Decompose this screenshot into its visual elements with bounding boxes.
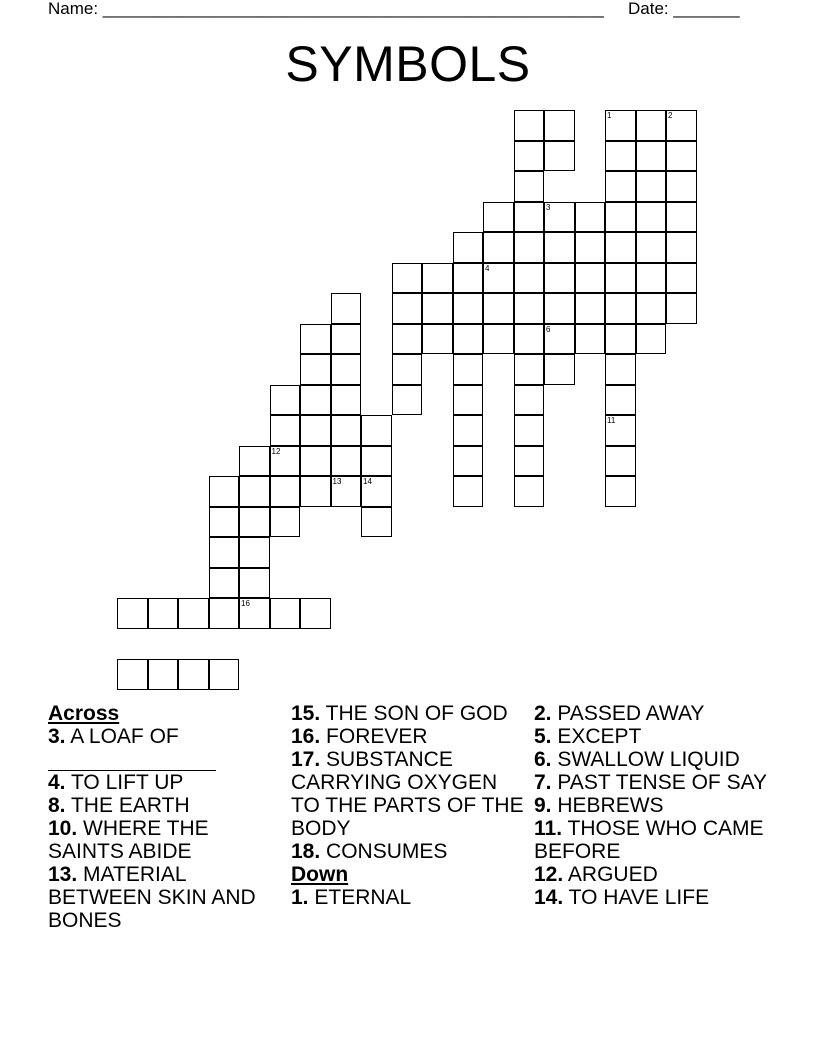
grid-cell[interactable] [514, 415, 545, 446]
clue-down-7 [534, 771, 770, 794]
grid-cell[interactable] [453, 324, 484, 355]
clue-down-12 [534, 863, 770, 886]
clue-text: FOREVER [326, 725, 428, 748]
grid-cell[interactable] [636, 263, 667, 294]
grid-cell[interactable] [361, 476, 392, 507]
grid-cell[interactable] [361, 446, 392, 477]
grid-cell[interactable] [300, 446, 331, 477]
clue-number: 18. [291, 840, 321, 863]
grid-cell[interactable] [544, 110, 575, 141]
grid-cell[interactable] [483, 202, 514, 233]
grid-cell[interactable] [575, 232, 606, 263]
grid-cell[interactable] [209, 568, 240, 599]
clue-number: 13. [48, 863, 78, 886]
grid-cell[interactable] [483, 324, 514, 355]
grid-cell[interactable] [453, 293, 484, 324]
cell-number: 6 [546, 324, 551, 334]
grid-cell[interactable] [605, 232, 636, 263]
grid-cell[interactable] [666, 141, 697, 172]
grid-cell[interactable] [331, 446, 362, 477]
clue-text: PAST TENSE OF SAY [557, 771, 768, 794]
grid-cell[interactable] [453, 354, 484, 385]
grid-cell[interactable] [270, 476, 301, 507]
grid-cell[interactable] [392, 293, 423, 324]
grid-cell[interactable] [636, 324, 667, 355]
grid-cell[interactable] [514, 354, 545, 385]
grid-cell[interactable] [148, 659, 179, 690]
answer-blank [48, 752, 216, 771]
grid-cell[interactable] [392, 263, 423, 294]
grid-cell[interactable] [483, 293, 514, 324]
grid-cell[interactable] [544, 324, 575, 355]
grid-cell[interactable] [605, 476, 636, 507]
grid-cell[interactable] [514, 263, 545, 294]
grid-cell[interactable] [422, 263, 453, 294]
clues-column-3 [534, 702, 770, 909]
grid-cell[interactable] [514, 141, 545, 172]
clue-number: 15. [291, 702, 321, 725]
grid-cell[interactable] [575, 263, 606, 294]
clue-across-10 [48, 817, 284, 863]
page-title: SYMBOLS [285, 36, 531, 92]
clue-down-14 [534, 886, 770, 909]
clue-across-8 [48, 794, 284, 817]
grid-cell[interactable] [331, 354, 362, 385]
grid-cell[interactable] [239, 568, 270, 599]
clue-down-11 [534, 817, 770, 863]
grid-cell[interactable] [544, 263, 575, 294]
grid-cell[interactable] [270, 598, 301, 629]
clue-text: SUBSTANCE CARRYING OXYGEN TO THE PARTS OF THE BODY [291, 748, 524, 840]
clue-down-6 [534, 748, 770, 771]
grid-cell[interactable] [209, 476, 240, 507]
grid-cell[interactable] [422, 324, 453, 355]
grid-cell[interactable] [331, 324, 362, 355]
grid-cell[interactable] [605, 141, 636, 172]
grid-cell[interactable] [239, 507, 270, 538]
grid-cell[interactable] [514, 385, 545, 416]
grid-cell[interactable] [392, 354, 423, 385]
grid-cell[interactable] [453, 446, 484, 477]
clue-text: MATERIAL BETWEEN SKIN AND BONES [48, 863, 256, 932]
grid-cell[interactable] [270, 415, 301, 446]
grid-cell[interactable] [605, 171, 636, 202]
grid-cell[interactable] [575, 293, 606, 324]
clue-text: TO HAVE LIFE [568, 886, 710, 909]
clue-number: 8. [48, 794, 66, 817]
name-field-label[interactable]: Name: _____________________________________________________ [48, 0, 604, 18]
clue-text: TO LIFT UP [70, 771, 184, 794]
grid-cell[interactable] [300, 415, 331, 446]
grid-cell[interactable] [239, 476, 270, 507]
clue-text: CONSUMES [326, 840, 448, 863]
grid-cell[interactable] [453, 232, 484, 263]
clue-text: SWALLOW LIQUID [557, 748, 740, 771]
grid-cell[interactable] [422, 293, 453, 324]
cell-number: 2 [668, 111, 673, 120]
grid-cell[interactable] [636, 293, 667, 324]
grid-cell[interactable] [178, 598, 209, 629]
grid-cell[interactable] [605, 202, 636, 233]
clue-text: PASSED AWAY [557, 702, 705, 725]
grid-cell[interactable] [636, 232, 667, 263]
grid-cell[interactable] [514, 446, 545, 477]
grid-cell[interactable] [300, 598, 331, 629]
grid-cell[interactable] [605, 263, 636, 294]
clue-down-2 [534, 702, 770, 725]
grid-cell[interactable] [453, 385, 484, 416]
grid-cell[interactable] [544, 141, 575, 172]
grid-cell[interactable] [209, 537, 240, 568]
grid-cell[interactable] [544, 232, 575, 263]
grid-cell[interactable] [148, 598, 179, 629]
grid-cell[interactable] [178, 659, 209, 690]
across-heading: Across [48, 702, 120, 725]
grid-cell[interactable] [514, 110, 545, 141]
grid-cell[interactable] [392, 324, 423, 355]
grid-cell[interactable] [453, 415, 484, 446]
cell-number: 1 [607, 111, 612, 120]
clue-number: 6. [534, 748, 552, 771]
grid-cell[interactable] [209, 659, 240, 690]
grid-cell[interactable] [514, 171, 545, 202]
clue-across-16 [291, 725, 527, 748]
grid-cell[interactable] [514, 232, 545, 263]
clue-number: 3. [48, 725, 66, 748]
clue-text: HEBREWS [557, 794, 664, 817]
clue-text: THOSE WHO CAME BEFORE [534, 817, 764, 863]
clue-number: 12. [534, 863, 564, 886]
clue-text: THE EARTH [70, 794, 190, 817]
grid-cell[interactable] [117, 598, 148, 629]
clue-text: ARGUED [567, 863, 658, 886]
grid-cell[interactable] [544, 354, 575, 385]
grid-cell[interactable] [331, 476, 362, 507]
grid-cell[interactable] [331, 415, 362, 446]
clue-down-9 [534, 794, 770, 817]
grid-cell[interactable] [544, 293, 575, 324]
grid-cell[interactable] [636, 141, 667, 172]
clue-down-5 [534, 725, 770, 748]
cell-number: 4 [485, 263, 490, 273]
grid-cell[interactable] [666, 202, 697, 233]
grid-cell[interactable] [605, 446, 636, 477]
grid-cell[interactable] [300, 476, 331, 507]
grid-cell[interactable] [300, 385, 331, 416]
cell-number: 11 [607, 416, 616, 425]
grid-cell[interactable] [239, 446, 270, 477]
clues-column-2 [291, 702, 527, 909]
grid-cell[interactable] [239, 598, 270, 629]
grid-cell[interactable] [605, 110, 636, 141]
clue-across-13 [48, 863, 284, 932]
grid-cell[interactable] [666, 293, 697, 324]
grid-cell[interactable] [270, 507, 301, 538]
clue-number: 11. [534, 817, 563, 840]
grid-cell[interactable] [483, 232, 514, 263]
grid-cell[interactable] [666, 110, 697, 141]
clues-column-1 [48, 702, 284, 932]
grid-cell[interactable] [270, 385, 301, 416]
clue-number: 4. [48, 771, 66, 794]
clue-across-15 [291, 702, 527, 725]
grid-cell[interactable] [361, 415, 392, 446]
grid-cell[interactable] [605, 385, 636, 416]
clue-across-4 [48, 771, 284, 794]
date-field-label[interactable]: Date: _______ [628, 0, 740, 18]
grid-cell[interactable] [331, 385, 362, 416]
grid-cell[interactable] [605, 415, 636, 446]
clue-down-1 [291, 886, 527, 909]
clue-across-18 [291, 840, 527, 863]
grid-cell[interactable] [453, 476, 484, 507]
clue-across-3 [48, 725, 284, 771]
clue-across-17 [291, 748, 527, 840]
grid-cell[interactable] [270, 446, 301, 477]
grid-cell[interactable] [575, 202, 606, 233]
grid-cell[interactable] [636, 110, 667, 141]
cell-number: 14 [363, 477, 372, 486]
clue-text: WHERE THE SAINTS ABIDE [48, 817, 209, 863]
clue-number: 16. [291, 725, 321, 748]
grid-cell[interactable] [514, 476, 545, 507]
grid-cell[interactable] [636, 171, 667, 202]
grid-cell[interactable] [636, 202, 667, 233]
grid-cell[interactable] [361, 507, 392, 538]
cell-number: 3 [546, 202, 551, 212]
clue-number: 1. [291, 886, 309, 909]
grid-cell[interactable] [514, 293, 545, 324]
grid-cell[interactable] [605, 324, 636, 355]
grid-cell[interactable] [605, 354, 636, 385]
grid-cell[interactable] [209, 507, 240, 538]
clue-number: 10. [48, 817, 78, 840]
clue-number: 14. [534, 886, 564, 909]
grid-cell[interactable] [300, 354, 331, 385]
clue-number: 7. [534, 771, 552, 794]
cell-number: 13 [332, 477, 342, 486]
grid-cell[interactable] [666, 232, 697, 263]
clue-text: A LOAF OF [70, 725, 179, 748]
cell-number: 16 [241, 599, 250, 608]
grid-cell[interactable] [514, 202, 545, 233]
clue-number: 2. [534, 702, 552, 725]
clue-text: ETERNAL [314, 886, 412, 909]
grid-cell[interactable] [239, 537, 270, 568]
grid-cell[interactable] [209, 598, 240, 629]
header [48, 0, 748, 20]
clue-text: THE SON OF GOD [325, 702, 508, 725]
grid-cell[interactable] [605, 293, 636, 324]
grid-cell[interactable] [666, 263, 697, 294]
cell-number: 12 [271, 446, 281, 456]
clue-number: 9. [534, 794, 552, 817]
grid-cell[interactable] [392, 385, 423, 416]
clue-text: EXCEPT [557, 725, 642, 748]
grid-cell[interactable] [117, 659, 148, 690]
grid-cell[interactable] [483, 263, 514, 294]
down-heading: Down [291, 863, 349, 886]
grid-cell[interactable] [666, 171, 697, 202]
grid-cell[interactable] [544, 202, 575, 233]
grid-cell[interactable] [575, 324, 606, 355]
grid-cell[interactable] [331, 293, 362, 324]
grid-cell[interactable] [453, 263, 484, 294]
grid-cell[interactable] [300, 324, 331, 355]
grid-cell[interactable] [514, 324, 545, 355]
clue-number: 5. [534, 725, 552, 748]
clue-number: 17. [291, 748, 321, 771]
